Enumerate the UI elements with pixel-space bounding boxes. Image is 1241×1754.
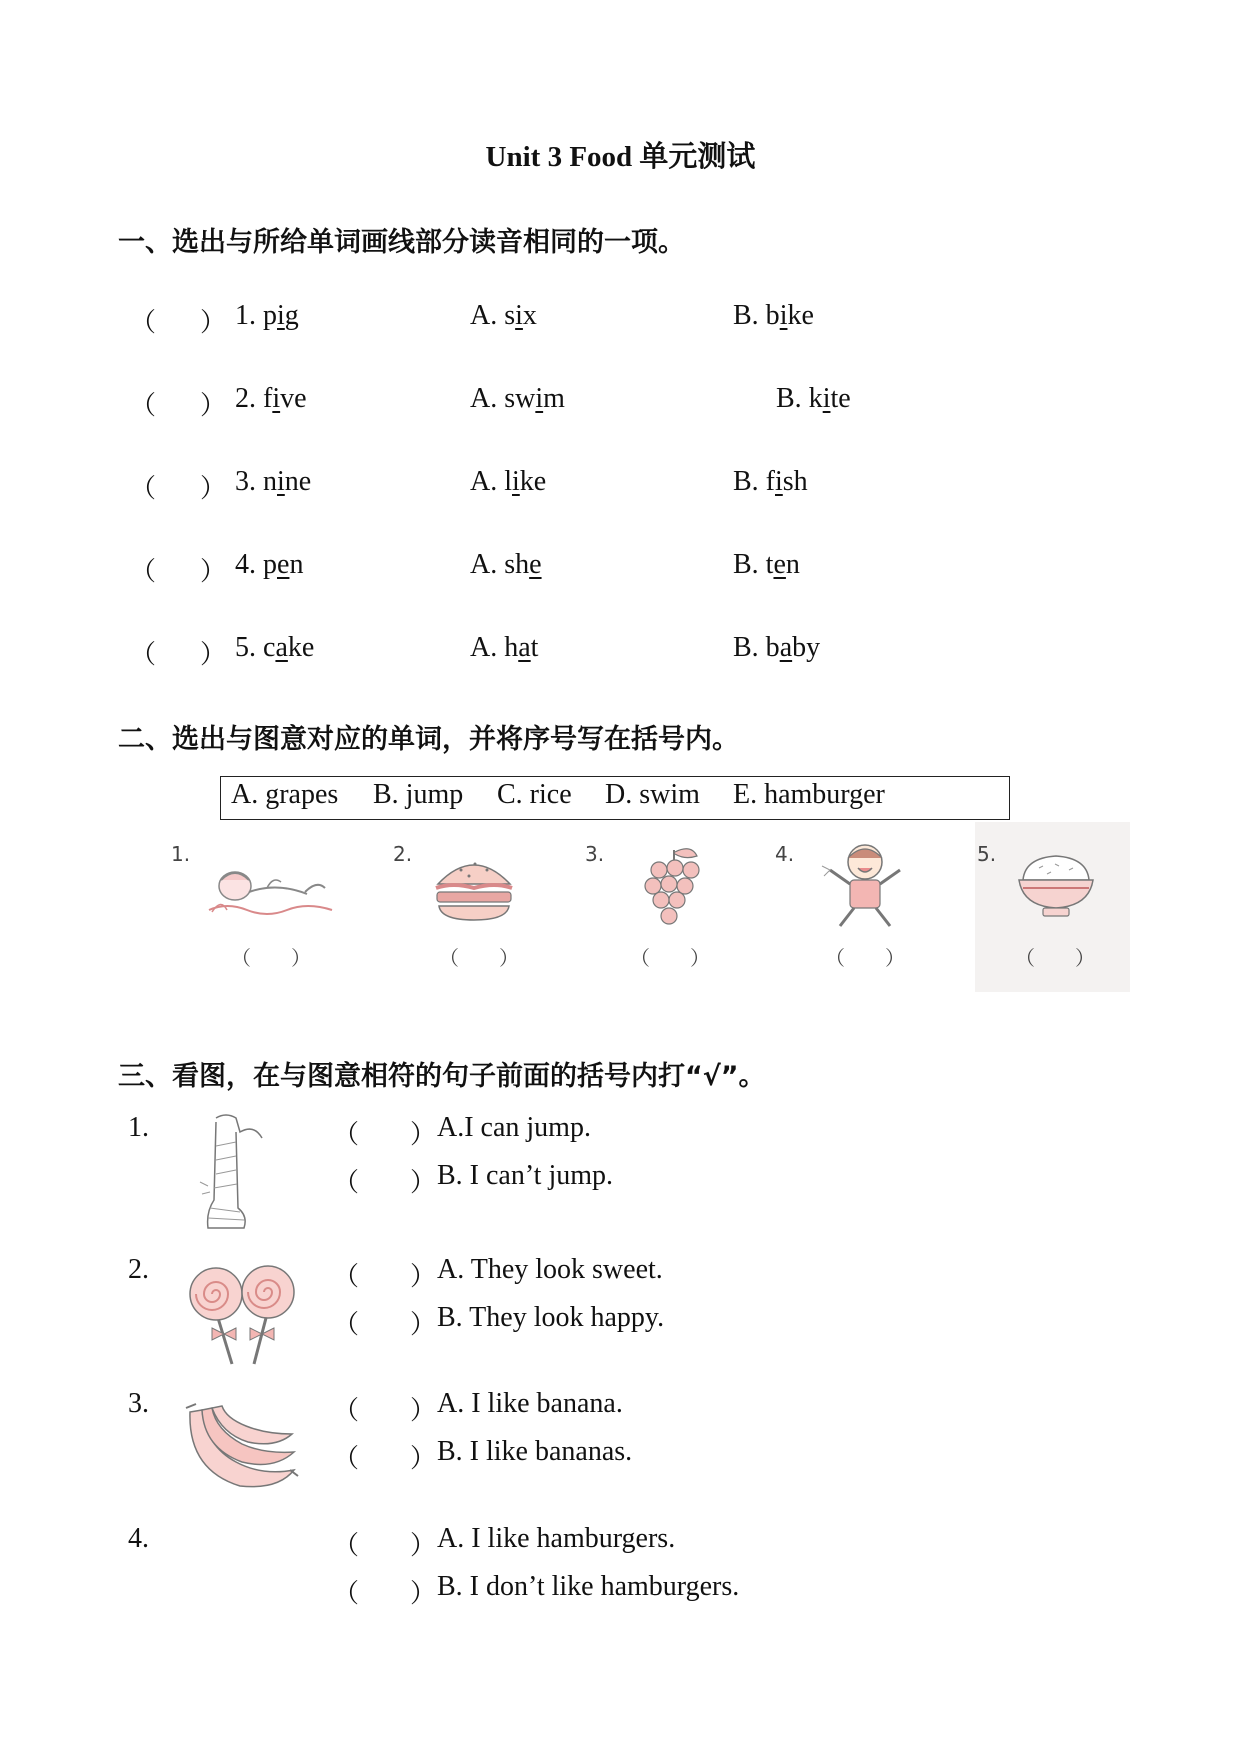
option-b: B. fish [733, 466, 808, 497]
answer-paren-close: ） [410, 1262, 437, 1291]
answer-paren-close: ） [410, 1310, 437, 1339]
section1-heading: 一、选出与所给单词画线部分读音相同的一项。 [118, 227, 685, 258]
sentence-option-b: B. I like bananas. [437, 1436, 633, 1467]
answer-paren-close: ） [410, 1120, 437, 1149]
answer-paren-close: ） [410, 1396, 437, 1425]
option-a: A. she [470, 549, 542, 580]
sentence-option-a: A.I can jump. [437, 1112, 591, 1143]
option-a: A. hat [470, 632, 539, 663]
answer-paren-open[interactable]: （ [333, 1168, 360, 1197]
answer-paren-open[interactable]: （ [333, 1444, 360, 1473]
grapes-icon [639, 844, 709, 934]
sentence-option-a: A. They look sweet. [437, 1254, 663, 1285]
answer-paren-close: ） [410, 1579, 437, 1608]
bandaged-leg-icon [196, 1112, 276, 1240]
answer-paren-close: ） [200, 308, 227, 337]
word-option: E. hamburger [733, 779, 885, 810]
item-number: 2. [128, 1254, 149, 1285]
answer-paren-open[interactable]: （ [333, 1262, 360, 1291]
page-title: Unit 3 Food 单元测试 [485, 141, 756, 173]
picture-number: 5. [977, 842, 997, 866]
option-b: B. bike [733, 300, 814, 331]
question-word: 2. five [235, 383, 307, 414]
answer-paren-close: ） [200, 640, 227, 669]
word-option: B. jump [373, 779, 464, 810]
answer-paren-open[interactable]: （ [130, 640, 157, 669]
swimming-child-icon [207, 852, 337, 922]
answer-paren-open[interactable]: （ [130, 391, 157, 420]
section3-heading: 三、看图，在与图意相符的句子前面的括号内打“√”。 [118, 1061, 766, 1092]
answer-paren-close: ） [200, 557, 227, 586]
item-number: 4. [128, 1523, 149, 1554]
lollipops-icon [184, 1262, 302, 1366]
picture-strip [155, 822, 1130, 992]
question-word: 5. cake [235, 632, 315, 663]
section2-heading: 二、选出与图意对应的单词，并将序号写在括号内。 [118, 724, 739, 755]
picture-number: 2. [393, 842, 413, 866]
sentence-option-b: B. I don’t like hamburgers. [437, 1571, 740, 1602]
rice-bowl-icon [1015, 850, 1097, 920]
bananas-icon [182, 1400, 300, 1496]
sentence-option-b: B. I can’t jump. [437, 1160, 614, 1191]
question-word: 4. pen [235, 549, 304, 580]
word-option: A. grapes [231, 779, 339, 810]
answer-paren[interactable]: （ ） [1015, 946, 1095, 970]
picture-number: 4. [775, 842, 795, 866]
answer-paren-open[interactable]: （ [130, 474, 157, 503]
answer-paren[interactable]: （ ） [630, 946, 710, 970]
answer-paren-close: ） [410, 1531, 437, 1560]
sentence-option-b: B. They look happy. [437, 1302, 665, 1333]
jumping-child-icon [810, 840, 920, 935]
item-number: 1. [128, 1112, 149, 1143]
answer-paren-open[interactable]: （ [130, 557, 157, 586]
word-option: C. rice [497, 779, 572, 810]
option-b: B. kite [776, 383, 851, 414]
option-b: B. ten [733, 549, 800, 580]
picture-number: 1. [171, 842, 191, 866]
sentence-option-a: A. I like hamburgers. [437, 1523, 676, 1554]
answer-paren-open[interactable]: （ [130, 308, 157, 337]
option-a: A. swim [470, 383, 565, 414]
answer-paren-close: ） [410, 1168, 437, 1197]
answer-paren-close: ） [200, 474, 227, 503]
question-word: 1. pig [235, 300, 299, 331]
answer-paren-open[interactable]: （ [333, 1531, 360, 1560]
answer-paren-open[interactable]: （ [333, 1579, 360, 1608]
option-b: B. baby [733, 632, 821, 663]
answer-paren[interactable]: （ ） [825, 946, 905, 970]
answer-paren-open[interactable]: （ [333, 1310, 360, 1339]
question-word: 3. nine [235, 466, 312, 497]
picture-number: 3. [585, 842, 605, 866]
answer-paren[interactable]: （ ） [231, 946, 311, 970]
option-a: A. like [470, 466, 547, 497]
answer-paren-open[interactable]: （ [333, 1120, 360, 1149]
option-a: A. six [470, 300, 537, 331]
answer-paren-close: ） [200, 391, 227, 420]
sentence-option-a: A. I like banana. [437, 1388, 623, 1419]
answer-paren[interactable]: （ ） [439, 946, 519, 970]
word-bank [220, 776, 1010, 820]
answer-paren-close: ） [410, 1444, 437, 1473]
item-number: 3. [128, 1388, 149, 1419]
hamburger-icon [433, 852, 515, 924]
answer-paren-open[interactable]: （ [333, 1396, 360, 1425]
word-option: D. swim [605, 779, 700, 810]
